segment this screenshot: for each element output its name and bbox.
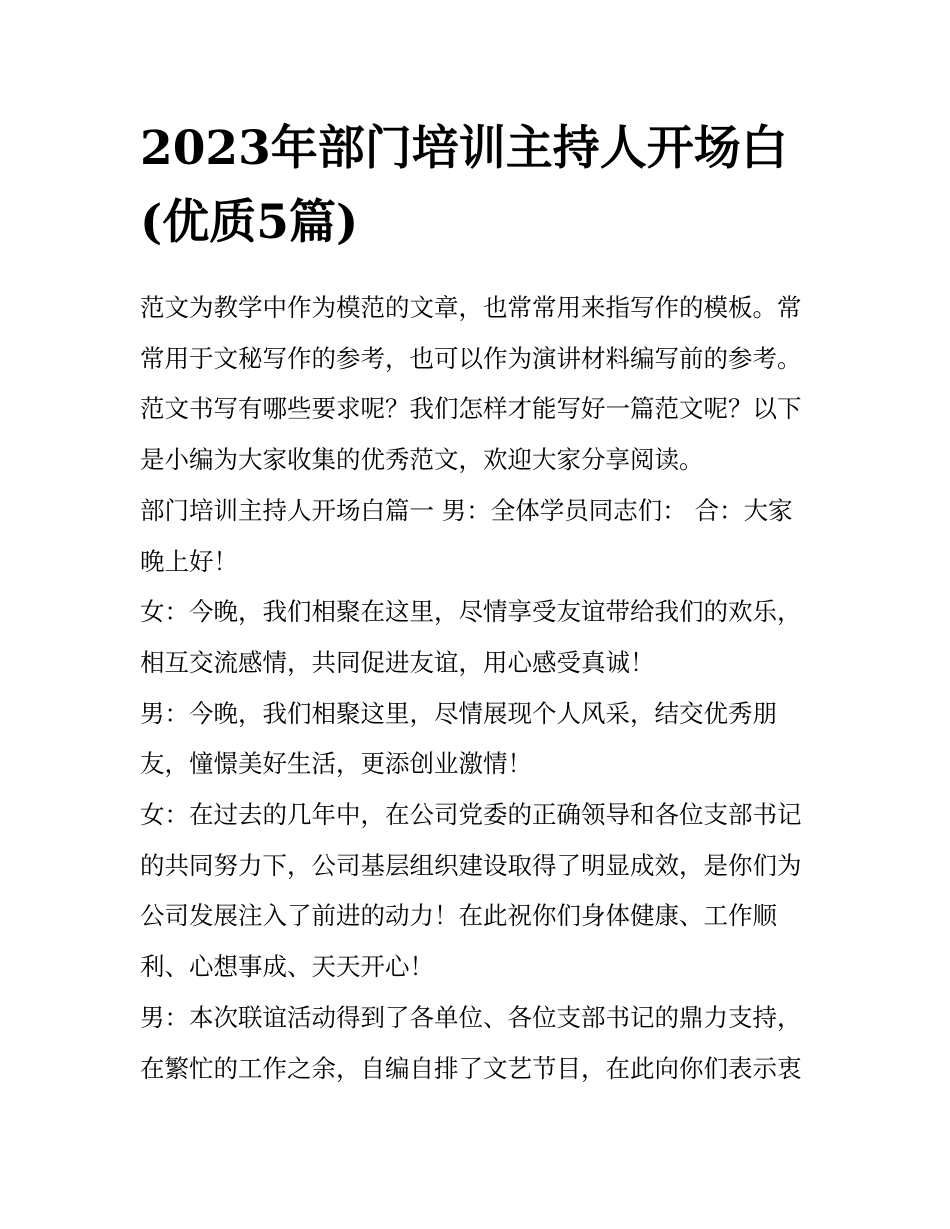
body-line: 晚上好！ (140, 546, 238, 576)
document-title (140, 112, 820, 260)
document-content (140, 112, 820, 1094)
body-line: 在繁忙的工作之余，自编自排了文艺节目，在此向你们表示衷 (140, 1053, 802, 1083)
document-body (140, 283, 820, 1094)
body-line: 女：在过去的几年中，在公司党委的正确领导和各位支部书记 (140, 800, 802, 830)
body-line: 男：本次联谊活动得到了各单位、各位支部书记的鼎力支持， (140, 1002, 802, 1032)
body-line: 的共同努力下，公司基层组织建设取得了明显成效，是你们为 (140, 850, 802, 880)
title-line: 2023年部门培训主持人开场白 (140, 121, 788, 176)
body-line: 女：今晚，我们相聚在这里，尽情享受友谊带给我们的欢乐， (140, 597, 802, 627)
body-line: 是小编为大家收集的优秀范文，欢迎大家分享阅读。 (140, 445, 704, 475)
body-line: 常用于文秘写作的参考，也可以作为演讲材料编写前的参考。 (140, 343, 802, 373)
body-line: 范文为教学中作为模范的文章，也常常用来指写作的模板。常 (140, 293, 802, 322)
body-line: 范文书写有哪些要求呢？我们怎样才能写好一篇范文呢？以下 (140, 394, 802, 424)
body-line: 公司发展注入了前进的动力！在此祝你们身体健康、工作顺 (140, 901, 777, 931)
title-line: (优质5篇) (140, 195, 359, 250)
body-line: 男：今晚，我们相聚这里，尽情展现个人风采，结交优秀朋 (140, 698, 777, 728)
body-line: 利、心想事成、天天开心！ (140, 952, 434, 982)
body-line: 友，憧憬美好生活，更添创业激情！ (140, 749, 532, 779)
body-line: 相互交流感情，共同促进友谊，用心感受真诚！ (140, 647, 655, 677)
body-line: 部门培训主持人开场白篇一 男：全体学员同志们： 合：大家 (140, 495, 793, 525)
